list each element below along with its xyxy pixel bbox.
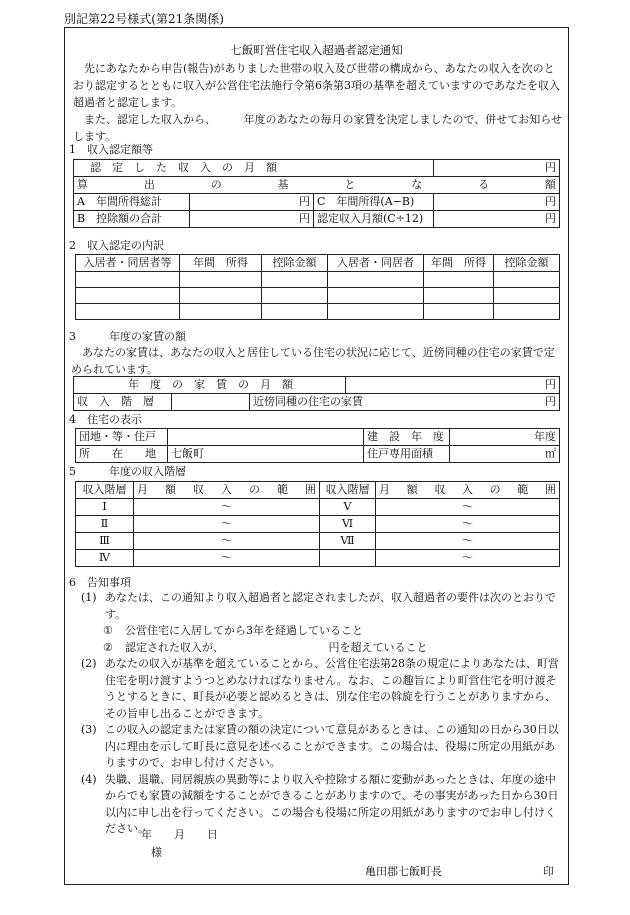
range-tilde: 〜 (376, 533, 560, 550)
housing-table (75, 428, 560, 463)
requirement-2 (81, 640, 560, 657)
requirement-2-text: 認定された収入が、 円を超えていること (125, 640, 428, 654)
range-tilde: 〜 (134, 533, 320, 550)
floor-area-label: 住戸専用面積 (364, 446, 450, 463)
table-row (76, 550, 560, 567)
range-header-char: 月 (137, 483, 148, 496)
header-deduction: 控除金額 (262, 255, 328, 272)
calculation-basis-char: 基 (277, 178, 289, 191)
notice-item-3 (81, 722, 560, 772)
document-title: 七飯町営住宅収入超過者認定通知 (230, 43, 403, 57)
calculation-basis-char: と (344, 178, 356, 191)
calculation-basis-char: な (411, 178, 423, 191)
range-header-char: の (489, 483, 501, 496)
header-annual-income-2: 年間 所得 (424, 255, 494, 272)
calculation-basis-char: る (478, 178, 490, 191)
notice-item-3-num: (3) (81, 723, 97, 736)
income-class-header-row (76, 482, 560, 499)
section3-heading: 3 年度の家賃の額 (69, 330, 186, 343)
header-resident-2: 入居者・同居者 (328, 255, 424, 272)
requirement-1-text: 公営住宅に入居してから3年を経過していること (125, 624, 363, 637)
estate-label: 団地・等・住戸 (76, 429, 168, 446)
notice-item-3-text: この収入の認定または家賃の額の決定について意見があるときは、この通知の日から30日以内に理由を示して町長に意見を述べることができます。この場合は、役場に所定の用紙がありますので、お申し付けください。 (105, 723, 559, 769)
header-income-class-right: 収入階層 (320, 482, 376, 499)
range-header-char: 範 (517, 483, 529, 496)
built-year-label: 建 設 年 度 (364, 429, 450, 446)
nearby-rent-yen: 円 (545, 395, 557, 408)
certified-monthly-income-yen: 円 (434, 160, 560, 177)
notice-item-1-text: あなたは、この通知より収入超過者と認定されましたが、収入超過者の要件は次のとおりです。 (105, 591, 556, 621)
range-header-char: 囲 (305, 483, 316, 496)
notice-item-4-num: (4) (81, 772, 97, 786)
range-header-char: 額 (406, 483, 418, 496)
nearby-rent-label: 近傍同種の住宅の家賃 (253, 395, 363, 408)
income-amount-table (73, 159, 560, 228)
calculation-basis-label (77, 177, 556, 193)
header-income-class-left: 収入階層 (76, 482, 134, 499)
deduction-total-label: B 控除額の合計 (74, 211, 190, 228)
range-header-char: 入 (221, 483, 232, 496)
class-v: Ⅴ (320, 499, 376, 516)
range-header-char: 月 (379, 483, 390, 496)
calculation-basis-char: 額 (544, 178, 556, 191)
floor-area-unit: ㎡ (450, 446, 560, 463)
section3-text-block (71, 344, 562, 378)
intro-paragraph-2: また、認定した収入から、 年度のあなたの毎月の家賃を決定しましたので、併せてお知らせします。 (73, 113, 562, 143)
notice-item-4-text: 失職、退職、同居親族の異動等により収入や控除する額に変動があったときは、年度の途中からでも家賃の減額をすることができることがありますので、その事実があった日から30日以内に申し出を行ってください。この場合も役場に所定の用紙がありますのでお申し付けください。 (105, 772, 559, 835)
deduction-total-yen: 円 (190, 211, 314, 228)
table-row (76, 533, 560, 550)
certified-monthly-label: 認定収入月額(C÷12) (314, 211, 434, 228)
intro-text (73, 60, 562, 145)
rent-table (73, 376, 560, 411)
header-deduction-2: 控除金額 (494, 255, 560, 272)
section6-heading: 6 告知事項 (69, 576, 131, 589)
notice-form (64, 27, 569, 885)
table-row (76, 272, 560, 288)
requirement-1 (81, 623, 560, 640)
range-tilde: 〜 (376, 550, 560, 567)
intro-paragraph-1: 先にあなたから申告(報告)がありました世帯の収入及び世帯の構成から、あなたの収入を次のとおり認定するとともに収入が公営住宅法施行令第6条第3項の基準を超えていますのであなたを収入超過者と認定します。 (73, 62, 560, 109)
section1-heading: 1 収入認定額等 (69, 143, 153, 156)
range-tilde: 〜 (134, 516, 320, 533)
location-value: 七飯町 (168, 446, 364, 463)
section5-heading: 5 年度の収入階層 (69, 465, 186, 478)
monthly-rent-yen: 円 (346, 377, 560, 394)
range-header-char: 額 (165, 483, 176, 496)
range-header-right (379, 482, 556, 498)
income-class-label: 収 入 階 層 (74, 394, 172, 411)
range-header-char: 入 (461, 483, 473, 496)
breakdown-header-row (76, 255, 560, 272)
header-annual-income: 年間 所得 (180, 255, 262, 272)
income-class-table (75, 481, 560, 567)
notice-item-2-text: あなたの収入が基準を超えていることから、公営住宅法第28条の規定によりあなたは、町営住宅を明け渡すようつとめなければなりません。なお、この趣旨により町営住宅を明け渡そうとするときに、町長が必要と認めるときは、別な住宅の斡旋を行うことがありますから、その旨申し出ることができます。 (105, 657, 559, 720)
range-tilde: 〜 (134, 550, 320, 567)
section2-heading: 2 収入認定の内訳 (69, 239, 164, 252)
header-range-left (134, 482, 320, 499)
class-vi: Ⅵ (320, 516, 376, 533)
annual-income-net-label: C 年間所得(A−B) (314, 194, 434, 211)
calculation-basis-row (74, 177, 560, 194)
calculation-basis-char: の (210, 178, 222, 191)
notice-item-2 (81, 656, 560, 722)
notice-item-2-num: (2) (81, 657, 97, 670)
class-i: Ⅰ (76, 499, 134, 516)
table-row (76, 304, 560, 320)
calculation-basis-char: 算 (77, 178, 88, 191)
annual-income-total-label: A 年間所得総計 (74, 194, 190, 211)
requirement-2-num: ② (103, 640, 113, 654)
range-tilde: 〜 (376, 499, 560, 516)
certified-monthly-yen: 円 (434, 211, 560, 228)
addressee-suffix: 様 (151, 846, 162, 859)
form-number: 別記第22号様式(第21条関係) (64, 12, 224, 26)
location-label: 所 在 地 (76, 446, 168, 463)
header-range-right (376, 482, 560, 499)
income-breakdown-table (75, 254, 560, 320)
notice-item-1-num: (1) (81, 591, 97, 604)
calculation-basis-char: 出 (143, 178, 155, 191)
annual-income-total-yen: 円 (190, 194, 314, 211)
range-header-char: 収 (434, 483, 446, 496)
range-header-char: 範 (277, 483, 288, 496)
range-header-char: 囲 (544, 483, 556, 496)
income-class-value (172, 394, 250, 411)
built-year-unit: 年度 (450, 429, 560, 446)
table-row (76, 288, 560, 304)
section3-text: あなたの家賃は、あなたの収入と居住している住宅の状況に応じて、近傍同種の住宅の家賃で定められています。 (71, 346, 555, 376)
notice-item-1 (81, 590, 560, 623)
header-resident: 入居者・同居者等 (76, 255, 180, 272)
requirement-1-num: ① (103, 624, 113, 637)
monthly-rent-label: 年 度 の 家 賃 の 月 額 (74, 377, 346, 394)
range-header-left (137, 482, 316, 498)
range-header-char: 収 (193, 483, 204, 496)
class-iii: Ⅲ (76, 533, 134, 550)
class-vii: Ⅶ (320, 533, 376, 550)
class-empty (320, 550, 376, 567)
table-row (76, 499, 560, 516)
annual-income-net-yen: 円 (434, 194, 560, 211)
section4-heading: 4 住宅の表示 (69, 413, 142, 426)
estate-value (168, 429, 364, 446)
nearby-rent-row (250, 394, 560, 411)
class-ii: Ⅱ (76, 516, 134, 533)
issue-date: 年 月 日 (141, 828, 218, 841)
table-row (76, 516, 560, 533)
issuer-name: 亀田郡七飯町長 (365, 865, 442, 878)
certified-monthly-income-label: 認 定 し た 収 入 の 月 額 (74, 160, 434, 177)
notice-items (81, 590, 560, 838)
seal-mark: 印 (543, 865, 554, 878)
range-header-char: の (249, 483, 260, 496)
class-iv: Ⅳ (76, 550, 134, 567)
range-tilde: 〜 (376, 516, 560, 533)
range-tilde: 〜 (134, 499, 320, 516)
